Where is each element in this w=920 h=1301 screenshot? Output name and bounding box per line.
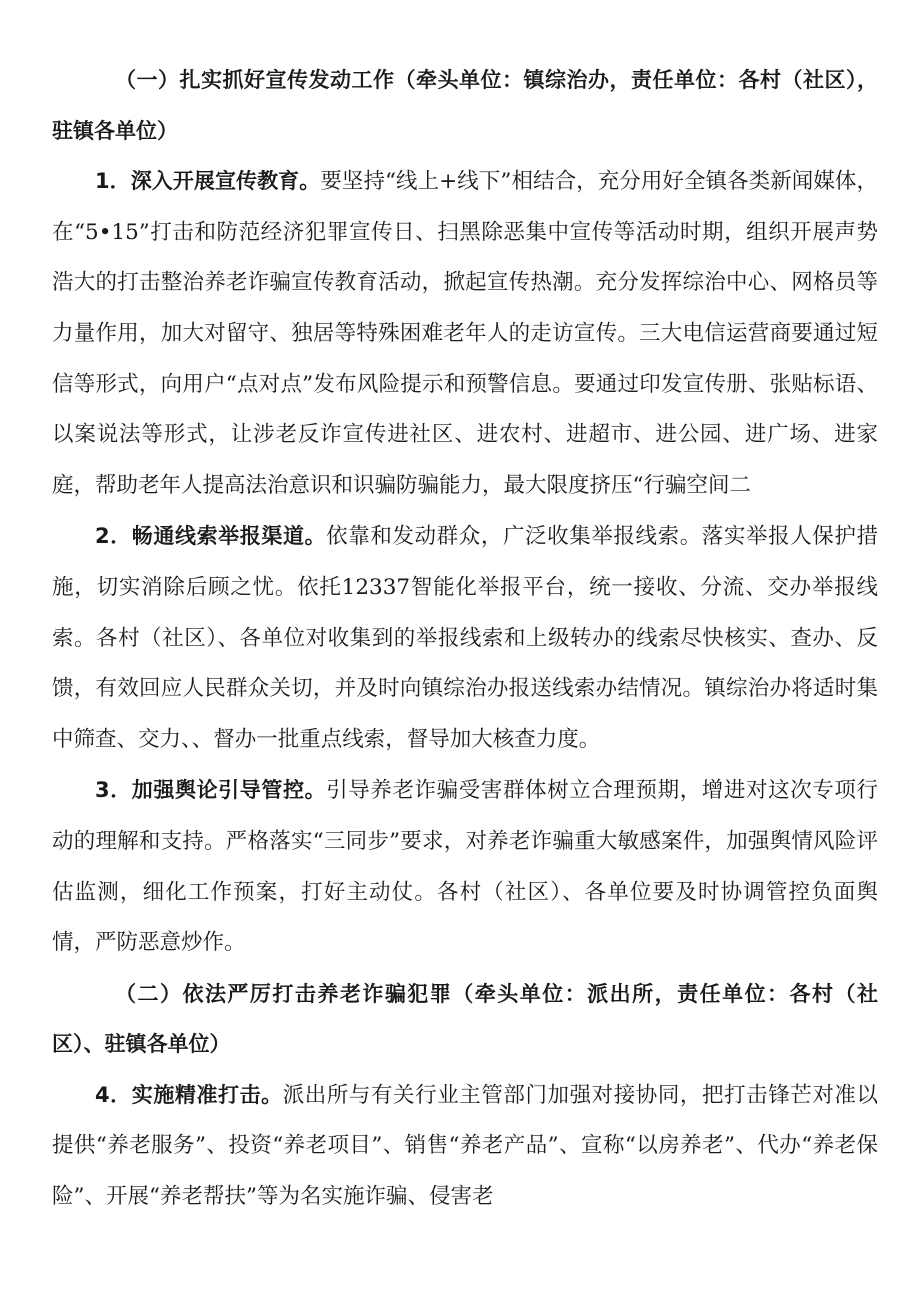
paragraph-3-body: 引导养老诈骗受害群体树立合理预期，增进对这次专项行动的理解和支持。严格落实“三同步”要求，对养老诈骗重大敏感案件，加强舆情风险评估监测，细化工作预案，打好主动仗。各村（社区）、各单位要及时协调管控负面舆情，严防恶意炒作。 <box>52 778 878 956</box>
paragraph-3-heading: 3．加强舆论引导管控。 <box>95 778 327 803</box>
paragraph-1 <box>52 156 878 511</box>
document-page <box>52 55 878 1223</box>
paragraph-2-heading: 2．畅通线索举报渠道。 <box>95 524 327 549</box>
paragraph-3 <box>52 765 878 968</box>
paragraph-4-heading: 4．实施精准打击。 <box>95 1082 283 1107</box>
section-heading-1: （一）扎实抓好宣传发动工作（牵头单位：镇综治办，责任单位：各村（社区），驻镇各单位） <box>52 68 878 143</box>
paragraph-2 <box>52 511 878 765</box>
paragraph-4 <box>52 1070 878 1223</box>
paragraph-1-heading: 1．深入开展宣传教育。 <box>95 169 321 194</box>
paragraph-2-body: 依靠和发动群众，广泛收集举报线索。落实举报人保护措施，切实消除后顾之忧。依托12337智能化举报平台，统一接收、分流、交办举报线索。各村（社区）、各单位对收集到的举报线索和上级转办的线索尽快核实、查办、反馈，有效回应人民群众关切，并及时向镇综治办报送线索办结情况。镇综治办将适时集中筛查、交力、、督办一批重点线索，督导加大核查力度。 <box>52 524 878 752</box>
section-heading-2: （二）依法严厉打击养老诈骗犯罪（牵头单位：派出所，责任单位：各村（社区）、驻镇各单位） <box>52 981 878 1057</box>
paragraph-1-body: 要坚持“线上+线下”相结合，充分用好全镇各类新闻媒体，在“5•15”打击和防范经济犯罪宣传日、扫黑除恶集中宣传等活动时期，组织开展声势浩大的打击整治养老诈骗宣传教育活动，掀起宣传热潮。充分发挥综治中心、网格员等力量作用，加大对留守、独居等特殊困难老年人的走访宣传。三大电信运营商要通过短信等形式，向用户“点对点”发布风险提示和预警信息。要通过印发宣传册、张贴标语、以案说法等形式，让涉老反诈宣传进社区、进农村、进超市、进公园、进广场、进家庭，帮助老年人提高法治意识和识骗防骗能力，最大限度挤压“行骗空间二 <box>52 169 878 498</box>
paragraph-4-body: 派出所与有关行业主管部门加强对接协同，把打击锋芒对准以提供“养老服务”、投资“养老项目”、销售“养老产品”、宣称“以房养老”、代办“养老保险”、开展“养老帮扶”等为名实施诈骗、侵害老 <box>52 1082 878 1210</box>
